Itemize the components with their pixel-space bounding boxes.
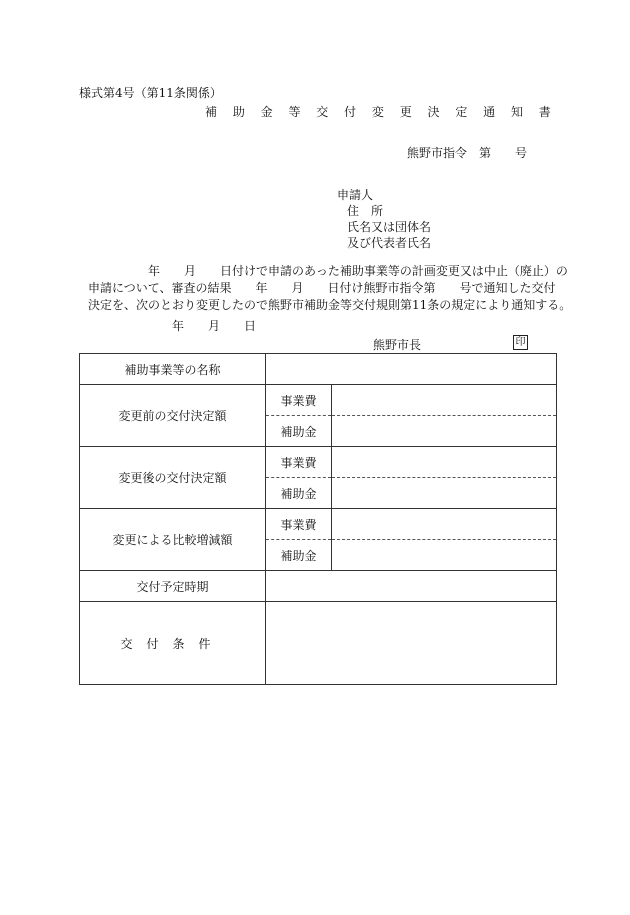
applicant-block bbox=[337, 187, 431, 251]
before-amount-label: 変更前の交付決定額 bbox=[80, 385, 266, 447]
diff-amount-label: 変更による比較増減額 bbox=[80, 509, 266, 571]
body-line-2: 申請について、審査の結果 年 月 日付け熊野市指令第 号で通知した交付 bbox=[88, 281, 556, 295]
mayor-signature: 熊野市長 bbox=[373, 338, 422, 352]
details-table bbox=[79, 353, 557, 685]
after-project-cost-label: 事業費 bbox=[266, 447, 332, 478]
body-line-3: 決定を、次のとおり変更したので熊野市補助金等交付規則第11条の規定により通知する。 bbox=[88, 298, 572, 312]
before-project-cost-field[interactable] bbox=[332, 385, 557, 416]
conditions-label: 交付条件 bbox=[80, 602, 266, 685]
project-name-field[interactable] bbox=[266, 354, 557, 385]
before-subsidy-label: 補助金 bbox=[266, 416, 332, 447]
applicant-representative-label: 及び代表者氏名 bbox=[347, 236, 432, 250]
project-name-label: 補助事業等の名称 bbox=[80, 354, 266, 385]
applicant-address-label: 住 所 bbox=[347, 204, 384, 218]
diff-subsidy-label: 補助金 bbox=[266, 540, 332, 571]
form-label: 様式第4号（第11条関係） bbox=[79, 86, 222, 100]
before-project-cost-label: 事業費 bbox=[266, 385, 332, 416]
diff-subsidy-field[interactable] bbox=[332, 540, 557, 571]
seal-mark: 印 bbox=[513, 335, 528, 350]
applicant-name-label: 氏名又は団体名 bbox=[347, 220, 432, 234]
document-title: 補 助 金 等 交 付 変 更 決 定 通 知 書 bbox=[205, 105, 557, 119]
after-subsidy-field[interactable] bbox=[332, 478, 557, 509]
after-amount-label: 変更後の交付決定額 bbox=[80, 447, 266, 509]
after-subsidy-label: 補助金 bbox=[266, 478, 332, 509]
diff-project-cost-field[interactable] bbox=[332, 509, 557, 540]
after-project-cost-field[interactable] bbox=[332, 447, 557, 478]
schedule-label: 交付予定時期 bbox=[80, 571, 266, 602]
body-line-1: 年 月 日付けで申請のあった補助事業等の計画変更又は中止（廃止）の bbox=[88, 264, 568, 278]
applicant-heading: 申請人 bbox=[337, 188, 374, 202]
before-subsidy-field[interactable] bbox=[332, 416, 557, 447]
document-number: 熊野市指令 第 号 bbox=[407, 146, 528, 160]
notice-date: 年 月 日 bbox=[88, 319, 257, 333]
diff-project-cost-label: 事業費 bbox=[266, 509, 332, 540]
schedule-field[interactable] bbox=[266, 571, 557, 602]
conditions-field[interactable] bbox=[266, 602, 557, 685]
